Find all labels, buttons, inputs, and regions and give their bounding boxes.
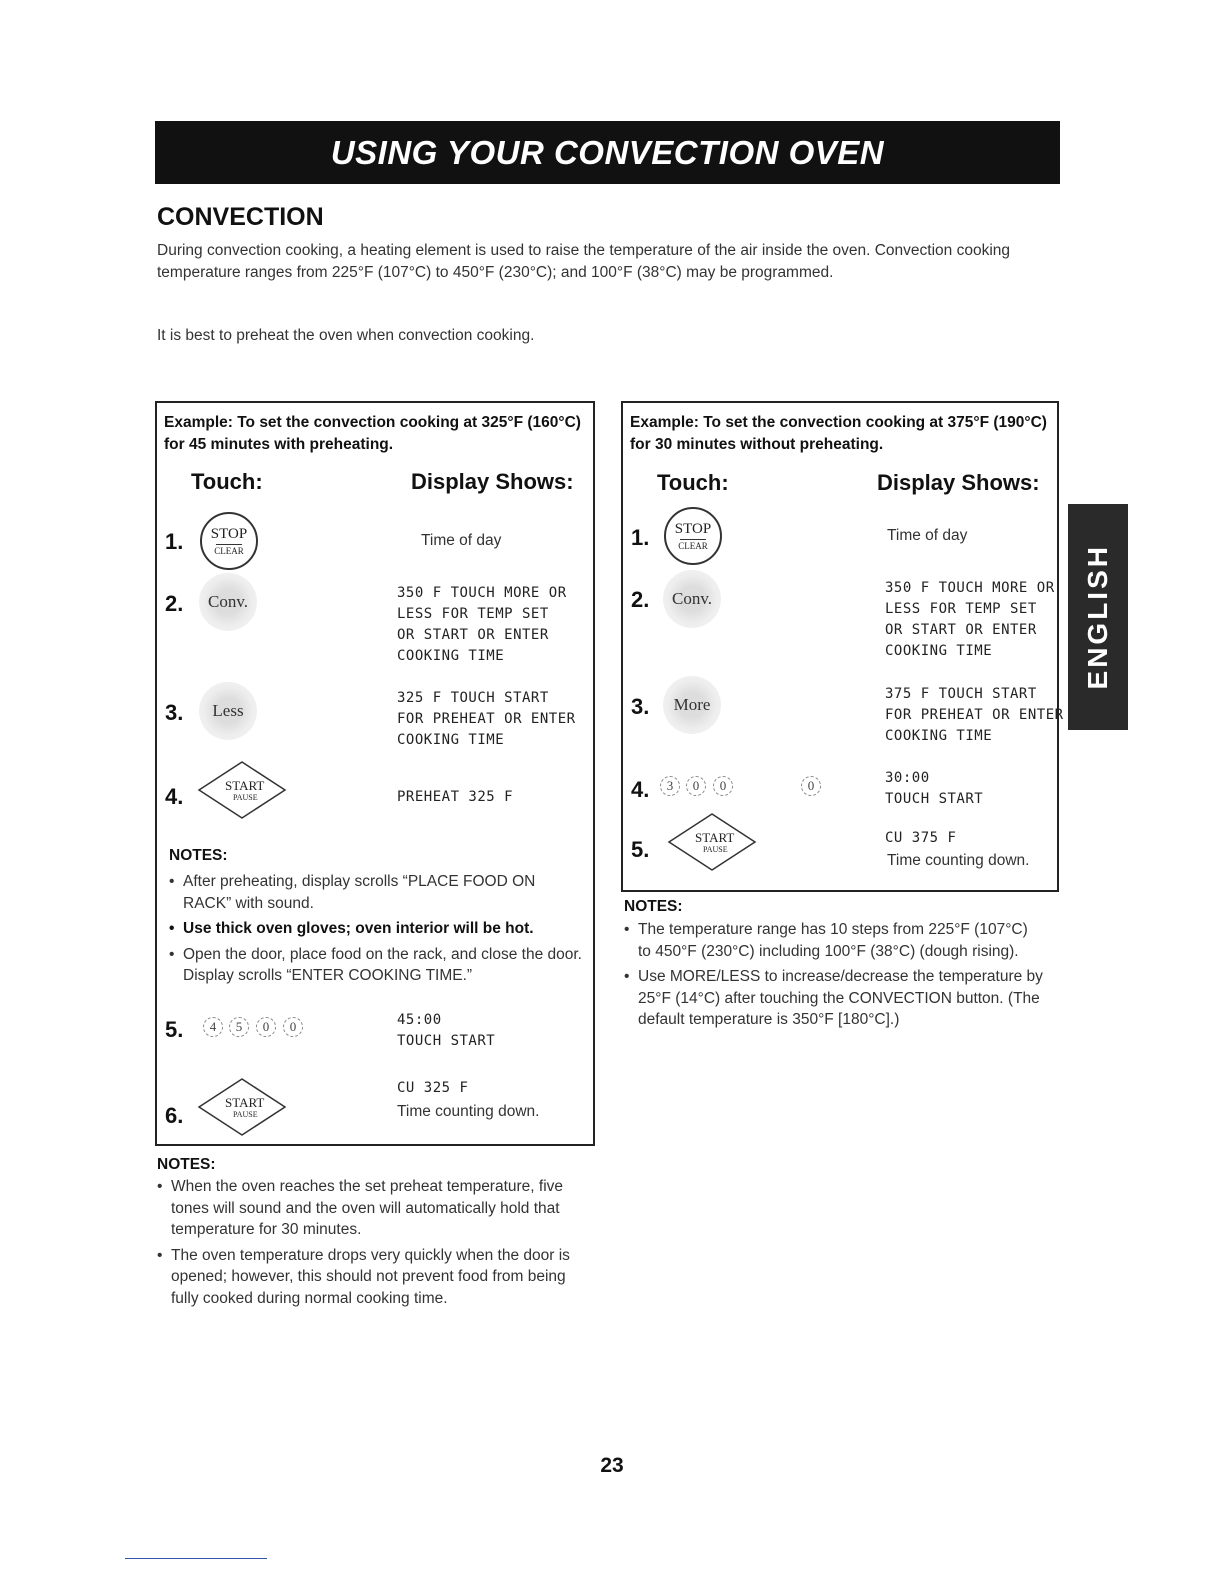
stop-clear-key-icon <box>664 507 722 565</box>
display-text: 325 F TOUCH START FOR PREHEAT OR ENTER COOKING TIME <box>397 690 576 748</box>
digit-key-icon: 0 <box>283 1017 303 1037</box>
preheat-advice: It is best to preheat the oven when convection cooking. <box>157 327 535 344</box>
display-text-plain: Time counting down. <box>887 852 1030 869</box>
key-label: START <box>225 778 265 793</box>
more-key-icon: More <box>663 676 721 734</box>
display-text: 45:00 TOUCH START <box>397 1012 496 1049</box>
step-number: 1. <box>165 529 184 554</box>
display-text-plain: Time counting down. <box>397 1103 540 1120</box>
key-label: STOP <box>210 525 248 542</box>
display-text: Time of day <box>421 532 502 549</box>
step-number: 3. <box>631 694 650 719</box>
note-item: • When the oven reaches the set preheat temperature, five tones will sound and the oven will automatically hold that temperature for 30 minutes. <box>157 1176 597 1241</box>
touch-header: Touch: <box>657 470 729 495</box>
note-item: • After preheating, display scrolls “PLACE FOOD ON RACK” with sound. <box>169 871 584 914</box>
digit-key-icon: 0 <box>801 776 821 796</box>
key-label: CLEAR <box>678 540 708 551</box>
step-number: 4. <box>631 777 650 802</box>
less-key-icon: Less <box>199 682 257 740</box>
display-header: Display Shows: <box>411 469 574 494</box>
start-pause-key-icon <box>667 812 757 872</box>
notes-title: NOTES: <box>169 847 228 864</box>
note-item: • Use MORE/LESS to increase/decrease the temperature by 25°F (14°C) after touching the CONVECTION button. (The default temperature is 350°F [180°C].) <box>624 966 1044 1031</box>
key-label: START <box>695 830 735 845</box>
note-item: • Open the door, place food on the rack, and close the door. Display scrolls “ENTER COOKING TIME.” <box>169 944 584 987</box>
display-text: PREHEAT 325 F <box>397 789 514 805</box>
notes-title: NOTES: <box>157 1156 216 1173</box>
display-text: CU 325 F <box>397 1080 469 1096</box>
touch-header: Touch: <box>191 469 263 494</box>
inner-notes-list <box>169 871 584 991</box>
page-number: 23 <box>600 1454 624 1477</box>
footer-rule <box>125 1558 267 1559</box>
note-item: • Use thick oven gloves; oven interior will be hot. <box>169 918 584 940</box>
digit-key-icon: 0 <box>713 776 733 796</box>
key-label: PAUSE <box>703 845 728 854</box>
display-text: 350 F TOUCH MORE OR LESS FOR TEMP SET OR START OR ENTER COOKING TIME <box>885 580 1055 659</box>
display-text: CU 375 F <box>885 830 957 846</box>
step-number: 1. <box>631 525 650 550</box>
left-notes-list <box>157 1176 597 1313</box>
section-title: CONVECTION <box>157 203 324 231</box>
step-number: 5. <box>165 1017 184 1042</box>
display-text: 350 F TOUCH MORE OR LESS FOR TEMP SET OR START OR ENTER COOKING TIME <box>397 585 567 664</box>
digit-key-icon: 4 <box>203 1017 223 1037</box>
step-number: 2. <box>631 587 650 612</box>
digit-key-icon: 3 <box>660 776 680 796</box>
note-item: • The temperature range has 10 steps from 225°F (107°C) to 450°F (230°C) including 100°F (38°C) (dough rising). <box>624 919 1044 962</box>
digit-key-icon: 0 <box>686 776 706 796</box>
right-notes-list <box>624 919 1044 1035</box>
display-text: 375 F TOUCH START FOR PREHEAT OR ENTER COOKING TIME <box>885 686 1064 744</box>
step-number: 4. <box>165 784 184 809</box>
display-header: Display Shows: <box>877 470 1040 495</box>
note-item: • The oven temperature drops very quickly when the door is opened; however, this should not prevent food from being fully cooked during normal cooking time. <box>157 1245 597 1310</box>
step-number: 6. <box>165 1103 184 1128</box>
digit-key-icon: 5 <box>229 1017 249 1037</box>
display-text: Time of day <box>887 527 968 544</box>
language-tab-label: ENGLISH <box>1082 544 1113 690</box>
start-pause-key-icon <box>197 1077 287 1137</box>
key-label: PAUSE <box>233 793 258 802</box>
intro-paragraph: During convection cooking, a heating element is used to raise the temperature of the air inside the oven. Convection cooking temperature ranges from 225°F (107°C) to 450°F (230°C); and 100°F (38°C) may be programmed. <box>157 242 1011 281</box>
key-label: PAUSE <box>233 1110 258 1119</box>
example-title: Example: To set the convection cooking at 325°F (160°C) for 45 minutes with preheating. <box>164 414 581 453</box>
digit-key-icon: 0 <box>256 1017 276 1037</box>
stop-clear-key-icon <box>200 512 258 570</box>
key-label: CLEAR <box>214 545 244 556</box>
start-pause-key-icon <box>197 760 287 820</box>
conv-key-icon: Conv. <box>663 570 721 628</box>
step-number: 5. <box>631 837 650 862</box>
example-title: Example: To set the convection cooking at 375°F (190°C) for 30 minutes without preheating. <box>630 414 1047 453</box>
display-text: 30:00 TOUCH START <box>885 770 984 807</box>
step-number: 3. <box>165 700 184 725</box>
conv-key-icon: Conv. <box>199 573 257 631</box>
step-number: 2. <box>165 591 184 616</box>
key-label: STOP <box>674 520 712 537</box>
language-tab <box>1068 504 1128 730</box>
notes-title: NOTES: <box>624 898 683 915</box>
example-box-no-preheat <box>621 401 1064 892</box>
page-banner: USING YOUR CONVECTION OVEN <box>155 121 1060 184</box>
key-label: START <box>225 1095 265 1110</box>
example-box-preheat <box>155 401 595 1146</box>
